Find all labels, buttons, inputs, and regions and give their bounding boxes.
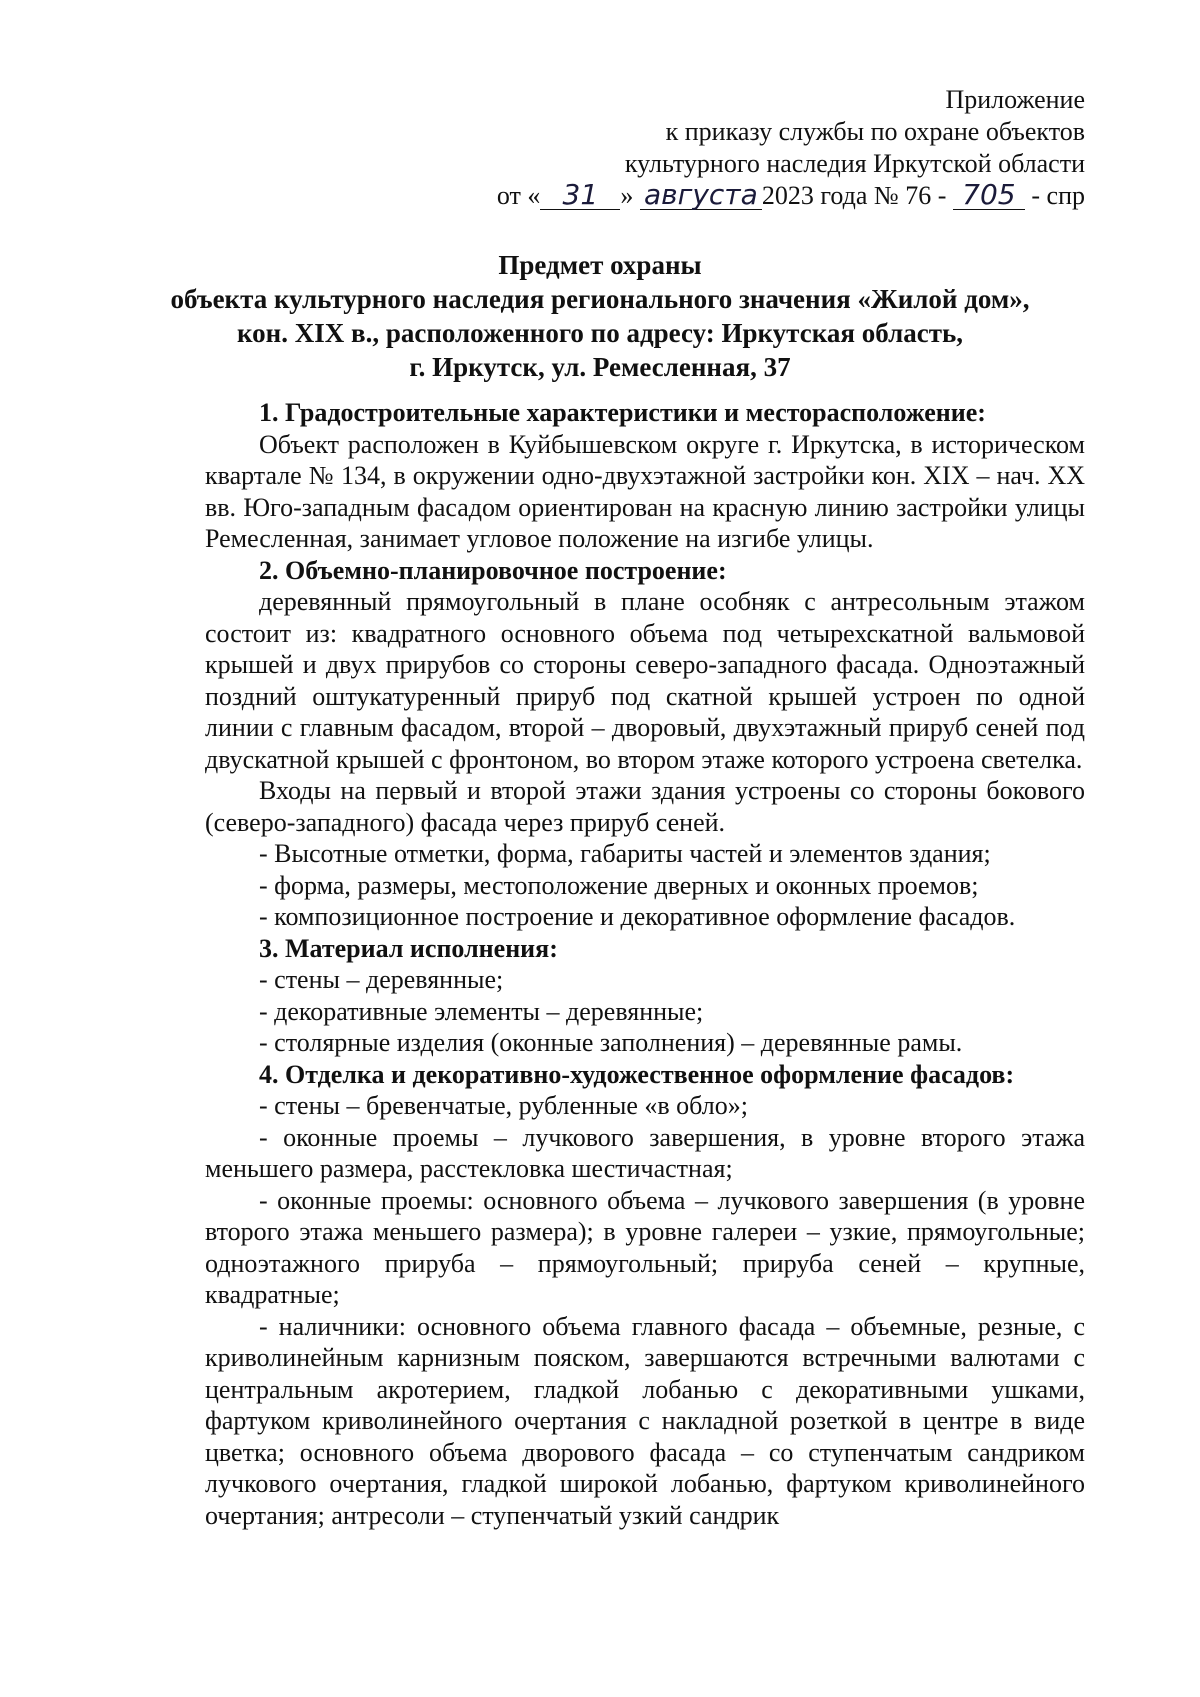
order-date-number bbox=[497, 180, 1085, 212]
section-2-text-2: Входы на первый и второй этажи здания устроены со стороны бокового (северо-западного) фасада через прируб сеней. bbox=[205, 776, 1085, 837]
section-4-item-1: - стены – бревенчатые, рубленные «в обло»; bbox=[259, 1091, 748, 1120]
appendix-header bbox=[497, 84, 1085, 212]
date-mid: » bbox=[620, 181, 634, 210]
section-3-item-3: - столярные изделия (оконные заполнения) – деревянные рамы. bbox=[259, 1028, 963, 1057]
title-line-4: г. Иркутск, ул. Ремесленная, 37 bbox=[409, 352, 791, 382]
handwritten-day: 31 bbox=[562, 178, 599, 211]
order-suffix: - спр bbox=[1031, 181, 1085, 210]
order-reference: к приказу службы по охране объектов bbox=[665, 117, 1085, 146]
section-2-heading: 2. Объемно-планировочное построение: bbox=[259, 555, 727, 585]
order-authority: культурного наследия Иркутской области bbox=[624, 149, 1085, 178]
handwritten-month: августа bbox=[643, 178, 758, 211]
section-3-heading: 3. Материал исполнения: bbox=[259, 933, 558, 963]
title-line-3: кон. XIX в., расположенного по адресу: Иркутская область, bbox=[236, 318, 963, 348]
appendix-label: Приложение bbox=[945, 85, 1085, 114]
section-2-item-1: - Высотные отметки, форма, габариты частей и элементов здания; bbox=[259, 839, 991, 868]
title-line-2: объекта культурного наследия регионального значения «Жилой дом», bbox=[170, 284, 1030, 314]
date-prefix: от « bbox=[496, 181, 541, 210]
document-body bbox=[205, 397, 1085, 1531]
section-2-item-3: - композиционное построение и декоративное оформление фасадов. bbox=[259, 902, 1016, 931]
section-3-item-2: - декоративные элементы – деревянные; bbox=[259, 996, 704, 1026]
section-4-heading: 4. Отделка и декоративно-художественное оформление фасадов: bbox=[259, 1059, 1015, 1089]
section-2-text-1: деревянный прямоугольный в плане особняк с антресольным этажом состоит из: квадратного основного объема под четырехскатной вальмовой крышей и двух прирубов со стороны северо-западного фасада. Одноэтажный поздний оштукатуренный прируб под скатной крышей устроен по одной линии с главным фасадом, второй – дворовый, двухэтажный прируб сеней под двускатной крышей с фронтоном, во втором этаже которого устроена светелка. bbox=[205, 587, 1085, 774]
section-1-text: Объект расположен в Куйбышевском округе г. Иркутска, в историческом квартале № 134, в окружении одно-двухэтажной застройки кон. XIX – нач. XX вв. Юго-западным фасадом ориентирован на красную линию застройки улицы Ремесленная, занимает угловое положение на изгибе улицы. bbox=[205, 429, 1085, 553]
document-title bbox=[0, 248, 1200, 384]
order-number-field bbox=[953, 178, 1025, 211]
month-field bbox=[640, 178, 762, 211]
section-4-item-3: - оконные проемы: основного объема – лучкового завершения (в уровне второго этажа меньшего размера); в уровне галереи – узкие, прямоугольные; одноэтажного прируба – прямоугольный; прируба сеней – крупные, квадратные; bbox=[205, 1185, 1085, 1309]
section-1-heading: 1. Градостроительные характеристики и месторасположение: bbox=[259, 398, 986, 427]
section-3-item-1: - стены – деревянные; bbox=[259, 965, 504, 994]
handwritten-order-number: 705 bbox=[962, 178, 1016, 211]
title-line-1: Предмет охраны bbox=[498, 250, 702, 280]
section-4-item-4: - наличники: основного объема главного фасада – объемные, резные, с криволинейным карнизным пояском, завершаются встречными валютами с центральным акротерием, гладкой лобанью с декоративными ушками, фартуком криволинейного очертания с накладной розеткой в центре в виде цветка; основного объема дворового фасада – со ступенчатым сандриком лучкового очертания, гладкой широкой лобанью, фартуком криволинейного очертания; антресоли – ступенчатый узкий сандрик bbox=[205, 1311, 1085, 1530]
section-2-item-2: - форма, размеры, местоположение дверных и оконных проемов; bbox=[259, 870, 979, 900]
year-number-text: 2023 года № 76 - bbox=[761, 181, 947, 210]
section-4-item-2: - оконные проемы – лучкового завершения, в уровне второго этажа меньшего размера, расстекловка шестичастная; bbox=[205, 1122, 1085, 1183]
day-field bbox=[540, 178, 620, 211]
